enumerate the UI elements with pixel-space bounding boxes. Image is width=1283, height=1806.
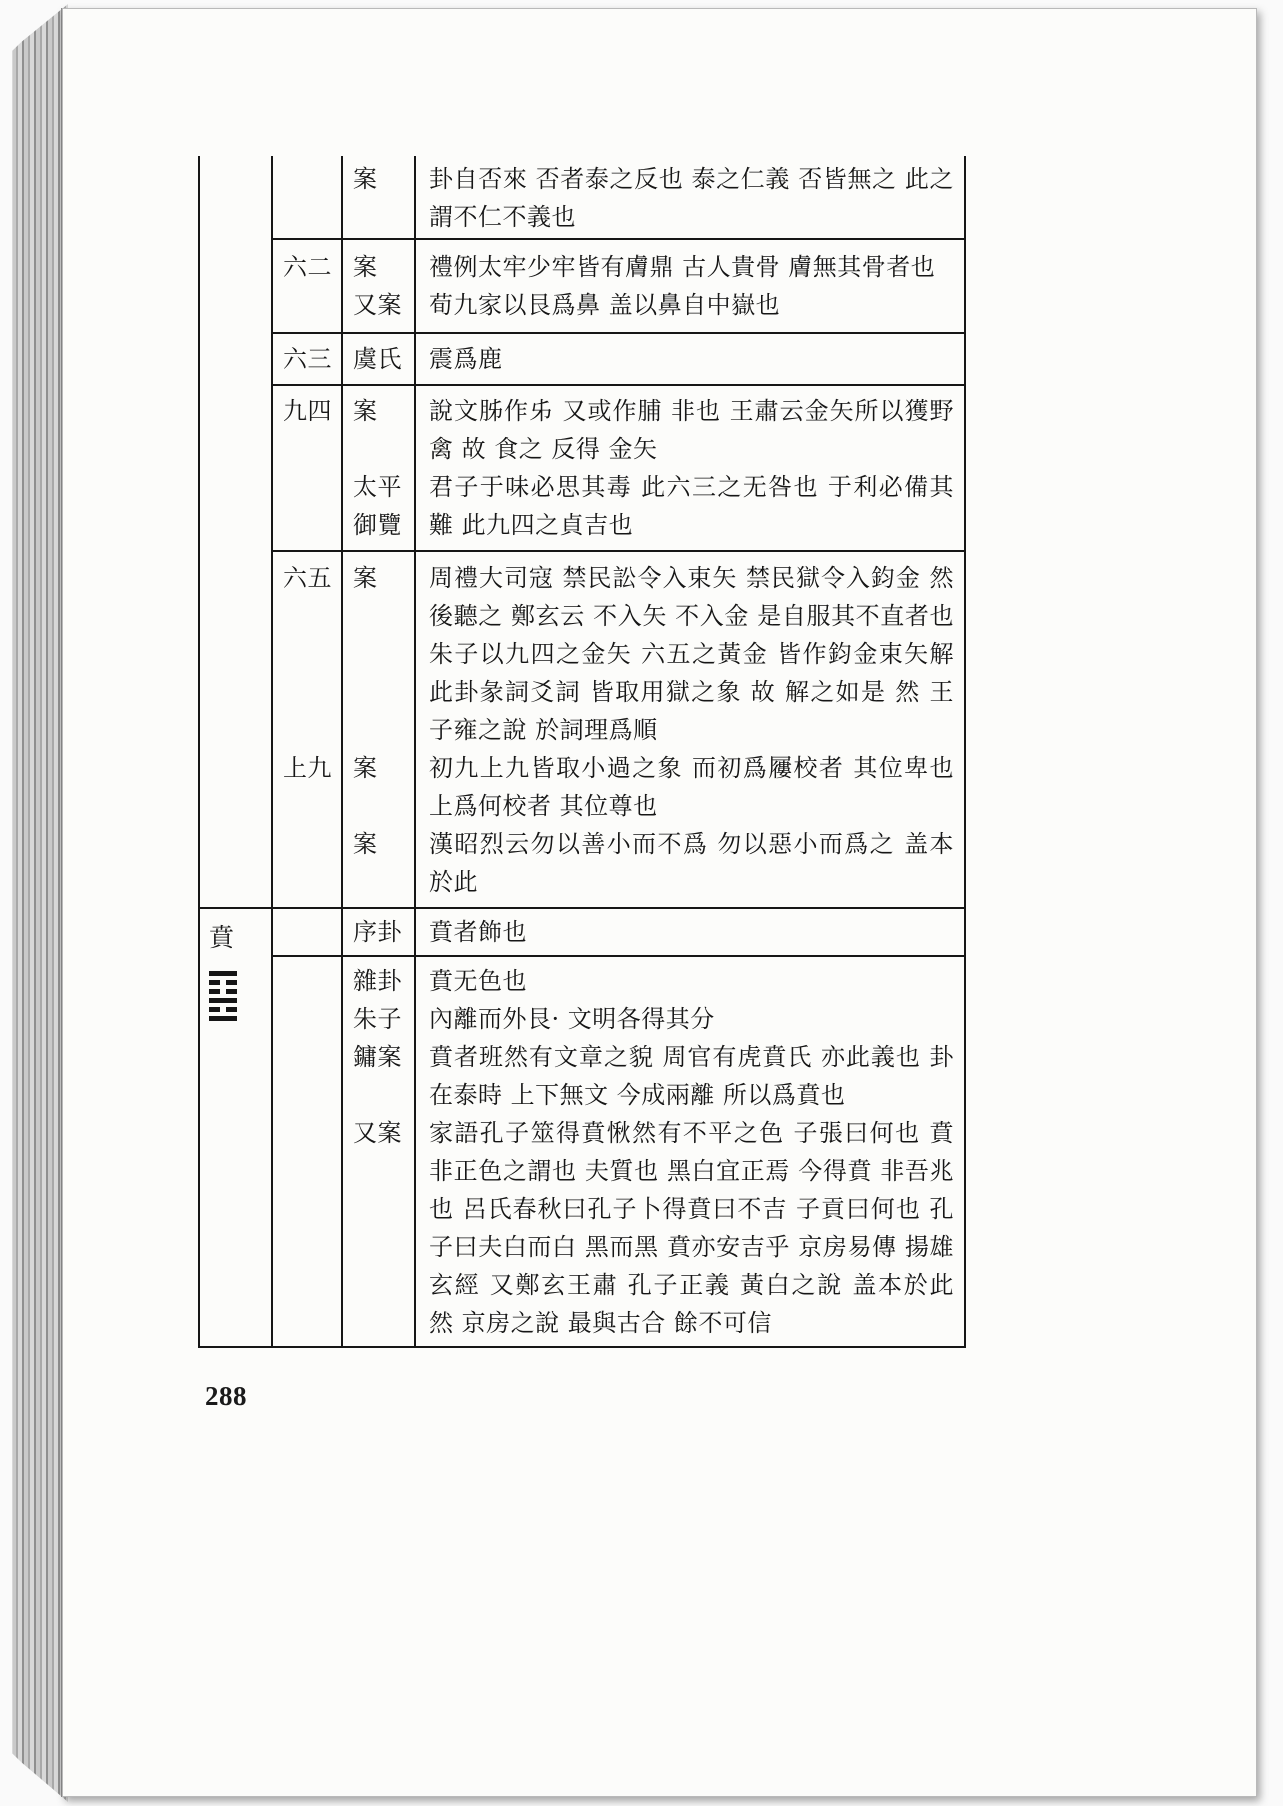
column-rule-1: [271, 156, 273, 1346]
source-label: 案: [353, 253, 378, 281]
line-label: 上九: [283, 754, 332, 782]
commentary-entry: [273, 1000, 964, 1038]
line-label: 六二: [283, 253, 332, 281]
line-label: [273, 1038, 343, 1114]
line-label: 九四: [283, 397, 332, 425]
commentary-entry: [273, 286, 964, 324]
source-label: 朱子: [353, 1005, 402, 1033]
source-label: 案: [353, 165, 378, 193]
line-label: 六五: [283, 564, 332, 592]
commentary-text: 賁者飾也: [429, 918, 527, 946]
source-label: 案: [353, 397, 378, 425]
table-section: [200, 156, 964, 907]
table-row: [273, 384, 964, 550]
commentary-text: 君子于味必思其毒 此六三之无咎也 于利必備其難 此九四之貞吉也: [429, 473, 954, 539]
hexagram-name: 賁: [209, 923, 235, 952]
book-page: [62, 8, 1257, 1797]
table-row: [273, 238, 964, 332]
hexagram-cell: [200, 909, 273, 1346]
commentary-text: 賁者班然有文章之貌 周官有虎賁氏 亦此義也 卦在泰時 上下無文 今成兩離 所以爲賁也: [429, 1043, 954, 1109]
section-rows: [273, 156, 964, 907]
page-number: 288: [205, 1381, 247, 1411]
commentary-entry: [273, 1038, 964, 1114]
commentary-text: 荀九家以艮爲鼻 盖以鼻自中嶽也: [429, 291, 781, 319]
commentary-entry: [273, 468, 964, 544]
commentary-text: 卦自否來 否者泰之反也 泰之仁義 否皆無之 此之謂不仁不義也: [429, 165, 954, 231]
book-page-edges: [10, 4, 68, 1802]
commentary-text: 初九上九皆取小過之象 而初爲屨校者 其位卑也 上爲何校者 其位尊也: [429, 754, 954, 820]
source-label: 虞氏: [353, 345, 402, 373]
commentary-entry: [273, 962, 964, 1000]
column-rule-3: [414, 156, 416, 1346]
table-row: [273, 550, 964, 907]
commentary-text: 漢昭烈云勿以善小而不爲 勿以惡小而爲之 盖本於此: [429, 830, 954, 896]
commentary-text: 禮例太牢少牢皆有膚鼎 古人貴骨 膚無其骨者也: [429, 253, 936, 281]
line-label: [273, 962, 343, 1000]
commentary-entry: [273, 1114, 964, 1342]
hexagram-symbol: [209, 971, 237, 1021]
hexagram-cell: [200, 156, 273, 907]
commentary-entry: [273, 160, 964, 236]
commentary-entry: [273, 913, 964, 951]
line-label: [273, 468, 343, 544]
line-label: [273, 825, 343, 901]
table-row: [273, 156, 964, 238]
column-rule-2: [341, 156, 343, 1346]
source-label: 太平御覽: [353, 473, 402, 539]
source-label: 又案: [353, 291, 402, 319]
commentary-entry: [273, 749, 964, 825]
commentary-entry: [273, 392, 964, 468]
line-label: [273, 1000, 343, 1038]
commentary-entry: [273, 248, 964, 286]
source-label: 案: [353, 830, 378, 858]
line-label: 六三: [283, 345, 332, 373]
line-label: [273, 160, 343, 236]
source-label: 鏞案: [353, 1043, 402, 1071]
commentary-text: 震爲鹿: [429, 345, 503, 373]
commentary-text: 周禮大司寇 禁民訟令入束矢 禁民獄令入鈞金 然後聽之 鄭玄云 不入矢 不入金 是自服其不直者也 朱子以九四之金矢 六五之黃金 皆作鈞金束矢解 此卦彖詞爻詞 皆取用獄之象 故 解之如是 然 王子雍之說 於詞理爲順: [429, 564, 954, 744]
table-row: [273, 332, 964, 384]
source-label: 案: [353, 754, 378, 782]
source-label: 序卦: [353, 918, 402, 946]
source-label: 雜卦: [353, 967, 402, 995]
section-rows: [273, 909, 964, 1346]
line-label: [273, 913, 343, 951]
table-section: [200, 907, 964, 1346]
line-label: [273, 286, 343, 324]
source-label: 又案: [353, 1119, 402, 1147]
commentary-text: 內離而外艮· 文明各得其分: [429, 1005, 715, 1033]
table-row: [273, 955, 964, 1346]
commentary-table: [198, 156, 966, 1348]
commentary-entry: [273, 825, 964, 901]
commentary-text: 說文胏作𠂔 又或作脯 非也 王肅云金矢所以獲野禽 故 食之 反得 金矢: [429, 397, 954, 463]
commentary-entry: [273, 340, 964, 378]
commentary-entry: [273, 559, 964, 749]
commentary-text: 家語孔子筮得賁愀然有不平之色 子張曰何也 賁非正色之謂也 夫質也 黑白宜正焉 今得賁 非吾兆也 呂氏春秋曰孔子卜得賁曰不吉 子貢曰何也 孔子曰夫白而白 黑而黑 賁亦安吉乎 京房易傳 揚雄玄經 又鄭玄王肅 孔子正義 黃白之說 盖本於此 然 京房之說 最與古合 餘不可信: [429, 1119, 954, 1337]
commentary-text: 賁无色也: [429, 967, 527, 995]
table-row: [273, 909, 964, 955]
line-label: [273, 1114, 343, 1342]
source-label: 案: [353, 564, 378, 592]
